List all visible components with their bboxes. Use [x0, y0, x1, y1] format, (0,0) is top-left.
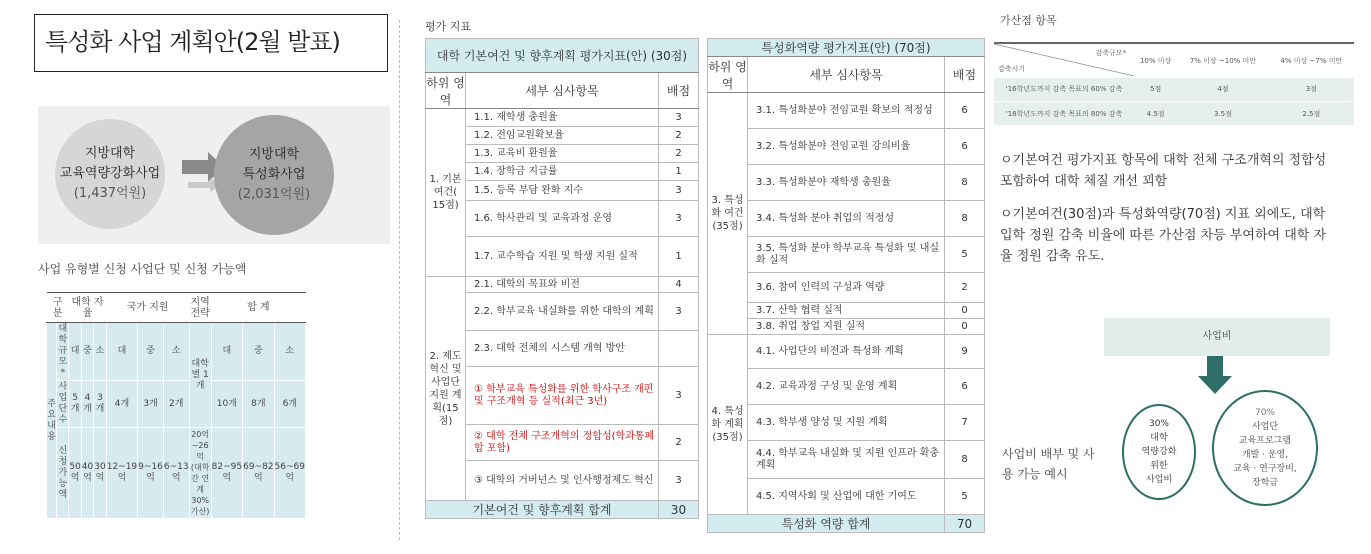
table-cell: 4개 — [81, 381, 93, 428]
eval-item: 2.3. 대학 전체의 시스템 개혁 방안 — [466, 331, 659, 367]
eval-item: 3.6. 참여 인력의 구성과 역량 — [748, 273, 945, 303]
eval-score: 4 — [659, 277, 699, 293]
table-cell: 8개 — [243, 381, 274, 428]
eval-score: 3 — [659, 181, 699, 201]
bonus-row-label: '16학년도까지 감축 목표의 60% 감축 — [994, 78, 1134, 102]
eval-item: 4.4. 학부교육 내실화 및 지원 인프라 확충 계획 — [748, 441, 945, 479]
eval-item: 1.1. 재학생 충원율 — [466, 109, 659, 127]
eval-item: 1.6. 학사관리 및 교육과정 운영 — [466, 201, 659, 237]
eval-item: 4.2. 교육과정 구성 및 운영 계획 — [748, 369, 945, 405]
eval-item: 1.7. 교수학습 지원 및 학생 지원 실적 — [466, 237, 659, 277]
program-type-table — [46, 292, 306, 519]
eval-item: 1.5. 등록 부담 완화 지수 — [466, 181, 659, 201]
eval-item: 3.5. 특성화 분야 학부교육 특성화 및 내실화 실적 — [748, 237, 945, 273]
eval-score: 2 — [659, 425, 699, 461]
total-score: 70 — [945, 515, 985, 533]
page-title: 특성화 사업 계획안(2월 발표) — [34, 14, 388, 72]
eval-score: 9 — [945, 335, 985, 369]
eval-item: ① 학부교육 특성화를 위한 학사구조 개편 및 구조개혁 등 실적(최근 3년) — [466, 367, 659, 425]
point-1: ㅇ기본여건 평가지표 항목에 대학 전체 구조개혁의 정합성 포함하여 대학 체질 개선 꾀함 — [1000, 153, 1327, 189]
budget-head: 사업비 — [1104, 318, 1330, 356]
table-cell: 중 — [81, 323, 93, 381]
b2-l4: 교육 · 연구장비, — [1233, 464, 1297, 474]
table-cell: 40억 — [81, 428, 93, 519]
eval-item: 3.8. 취업 창업 지원 실적 — [748, 319, 945, 335]
basic-eval-table — [425, 38, 699, 519]
budget-circle-70 — [1212, 390, 1318, 506]
budget-circle-30 — [1122, 404, 1196, 500]
total-score: 30 — [659, 501, 699, 519]
b1-l2: 역량강화 — [1141, 447, 1177, 457]
total-label: 기본여건 및 향후계획 합계 — [426, 501, 659, 519]
b1-l4: 사업비 — [1145, 475, 1173, 485]
bonus-col: 4% 이상 ~7% 미만 — [1280, 56, 1343, 65]
b1-pct: 30% — [1148, 419, 1169, 429]
table-cell: 2개 — [163, 381, 189, 428]
eval-item: 3.1. 특성화분야 전임교원 확보의 적정성 — [748, 93, 945, 129]
col-score: 배점 — [659, 73, 699, 109]
bonus-col: 7% 이상 ~10% 미만 — [1189, 56, 1257, 65]
bonus-cell: 2.5점 — [1269, 102, 1354, 126]
eval-score: 0 — [945, 319, 985, 335]
b2-l1: 사업단 — [1251, 422, 1279, 432]
table-cell: 중 — [138, 323, 164, 381]
total-label: 특성화 역량 합계 — [708, 515, 945, 533]
eval-item: 3.4. 특성화 분야 취업의 적정성 — [748, 201, 945, 237]
circle-new-program — [214, 115, 334, 235]
bonus-table — [994, 42, 1354, 126]
area-label: 2. 제도 혁신 및 사업단 지원 계획(15점) — [426, 277, 466, 501]
b2-l2: 교육프로그램 — [1238, 436, 1292, 446]
area-label: 4. 특성화 계획 (35점) — [708, 335, 748, 515]
point-2: ㅇ기본여건(30점)과 특성화역량(70점) 지표 외에도, 대학 입학 정원 감축 비율에 따른 가산점 차등 부여하여 대학 자율 정원 감축 유도. — [1000, 207, 1327, 264]
area-label: 3. 특성화 여건 (35점) — [708, 93, 748, 335]
budget-label: 사업비 배부 및 사용 가능 예시 — [1002, 447, 1095, 481]
col-item: 세부 심사항목 — [466, 73, 659, 109]
table-cell: 중 — [243, 323, 274, 381]
eval-score: 5 — [945, 479, 985, 515]
budget-diagram — [1104, 318, 1330, 518]
b2-l5: 장학금 — [1251, 478, 1279, 488]
bonus-col: 10% 이상 — [1139, 56, 1172, 65]
bonus-cell: 4점 — [1177, 78, 1268, 102]
arrow-down-icon — [1198, 356, 1232, 396]
area-label: 1. 기본 여건( 15점) — [426, 109, 466, 277]
row-label-amount: 신청가능액 — [57, 428, 69, 519]
table-cell: 소 — [94, 323, 106, 381]
table-cell: 소 — [274, 323, 305, 381]
eval-score: 6 — [945, 129, 985, 165]
eval-item: 4.5. 지역사회 및 산업에 대한 기여도 — [748, 479, 945, 515]
table-cell: 50억 — [69, 428, 81, 519]
header-category: 구 분 — [47, 293, 69, 323]
table-cell: 82~95억 — [211, 428, 242, 519]
table-cell: 대 — [211, 323, 242, 381]
circle2-line2: 특성화사업 — [242, 167, 306, 182]
circle1-amount: (1,437억원) — [73, 186, 147, 201]
eval-score: 3 — [659, 293, 699, 331]
table-caption: 사업 유형별 신청 사업단 및 신청 가능액 — [38, 262, 247, 276]
bonus-cell: 4.5점 — [1134, 102, 1177, 126]
eval-score: 2 — [945, 273, 985, 303]
eval-score: 8 — [945, 201, 985, 237]
eval-label: 평가 지표 — [425, 20, 472, 33]
eval-item: 3.2. 특성화분야 전임교원 강의비율 — [748, 129, 945, 165]
table-cell: 10개 — [211, 381, 242, 428]
eval-item: ② 대학 전체 구조개혁의 정합성(학과통폐합 포함) — [466, 425, 659, 461]
eval-item: 2.2. 학부교육 내실화를 위한 대학의 계획 — [466, 293, 659, 331]
table-cell: 20억~26억 (대학간 연계 30% 가산) — [189, 428, 211, 519]
b2-l3: 개발 · 운영, — [1241, 450, 1289, 460]
col-item: 세부 심사항목 — [748, 57, 945, 93]
eval-item: 1.2. 전임교원확보율 — [466, 127, 659, 145]
eval-item: 3.7. 산학 협력 실적 — [748, 303, 945, 319]
eval-score: 0 — [945, 303, 985, 319]
col-score: 배점 — [945, 57, 985, 93]
eval-score: 1 — [659, 163, 699, 181]
side-label: 주요내용 — [47, 323, 57, 519]
header-total: 합 계 — [211, 293, 305, 323]
circle2-line1: 지방대학 — [248, 147, 300, 162]
bonus-row-label: '18학년도까지 감축 목표의 80% 감축 — [994, 102, 1134, 126]
table-cell: 대 — [106, 323, 137, 381]
eval-score — [659, 331, 699, 367]
bonus-label: 가산점 항목 — [1000, 14, 1057, 27]
eval-item: 1.4. 장학금 지급률 — [466, 163, 659, 181]
budget-comparison-panel — [38, 106, 390, 244]
table-cell: 3개 — [138, 381, 164, 428]
bonus-header-time: 감축시기 — [998, 64, 1026, 73]
b1-l1: 대학 — [1150, 433, 1168, 443]
eval-score: 8 — [945, 441, 985, 479]
b1-l3: 위한 — [1150, 461, 1168, 471]
eval-item: 1.3. 교육비 환원율 — [466, 145, 659, 163]
circle1-line1: 지방대학 — [84, 146, 136, 161]
row-label-size: 대학규모* — [57, 323, 69, 381]
specialization-eval-table — [707, 38, 985, 533]
eval-item: 3.3. 특성화분야 재학생 충원율 — [748, 165, 945, 201]
header-autonomous: 대학 자율 — [69, 293, 106, 323]
header-regional: 지역 전략 — [189, 293, 211, 323]
eval-score: 2 — [659, 145, 699, 163]
table-cell: 대학별 1개 — [189, 323, 211, 428]
row-label-units: 사업단수 — [57, 381, 69, 428]
circle-previous-program — [55, 119, 165, 229]
eval-score: 1 — [659, 237, 699, 277]
eval-score: 3 — [659, 201, 699, 237]
eval-score: 8 — [945, 165, 985, 201]
eval-item: 4.1. 사업단의 비전과 특성화 계획 — [748, 335, 945, 369]
bonus-cell: 5점 — [1134, 78, 1177, 102]
table-cell: 6개 — [274, 381, 305, 428]
header-national: 국가 지원 — [106, 293, 189, 323]
table-cell: 30억 — [94, 428, 106, 519]
eval-score: 2 — [659, 127, 699, 145]
table-title: 대학 기본여건 및 향후계획 평가지표(안) (30점) — [426, 39, 699, 73]
divider — [399, 20, 400, 540]
b2-pct: 70% — [1254, 408, 1275, 418]
eval-score: 7 — [945, 405, 985, 441]
eval-score: 5 — [945, 237, 985, 273]
table-cell: 69~82억 — [243, 428, 274, 519]
eval-score: 6 — [945, 369, 985, 405]
table-title: 특성화역량 평가지표(안) (70점) — [708, 39, 985, 57]
bonus-corner — [994, 43, 1134, 78]
table-cell: 소 — [163, 323, 189, 381]
bonus-header-scale: 감축규모* — [1095, 49, 1126, 57]
eval-item: 2.1. 대학의 목표와 비전 — [466, 277, 659, 293]
eval-score: 3 — [659, 367, 699, 425]
circle1-line2: 교육역량강화사업 — [59, 166, 161, 181]
bonus-cell: 3점 — [1269, 78, 1354, 102]
eval-item: 4.3. 학부생 양성 및 지원 계획 — [748, 405, 945, 441]
eval-score: 3 — [659, 461, 699, 501]
circle2-amount: (2,031억원) — [237, 187, 311, 202]
eval-score: 6 — [945, 93, 985, 129]
table-cell: 9~16억 — [138, 428, 164, 519]
table-cell: 6~13억 — [163, 428, 189, 519]
col-area: 하위 영역 — [426, 73, 466, 109]
table-cell: 대 — [69, 323, 81, 381]
table-cell: 56~69억 — [274, 428, 305, 519]
table-cell: 3개 — [94, 381, 106, 428]
table-cell: 5개 — [69, 381, 81, 428]
eval-score: 3 — [659, 109, 699, 127]
bonus-cell: 3.5점 — [1177, 102, 1268, 126]
table-cell: 4개 — [106, 381, 137, 428]
eval-item: ③ 대학의 거버넌스 및 인사행정제도 혁신 — [466, 461, 659, 501]
table-cell: 12~19억 — [106, 428, 137, 519]
col-area: 하위 영역 — [708, 57, 748, 93]
